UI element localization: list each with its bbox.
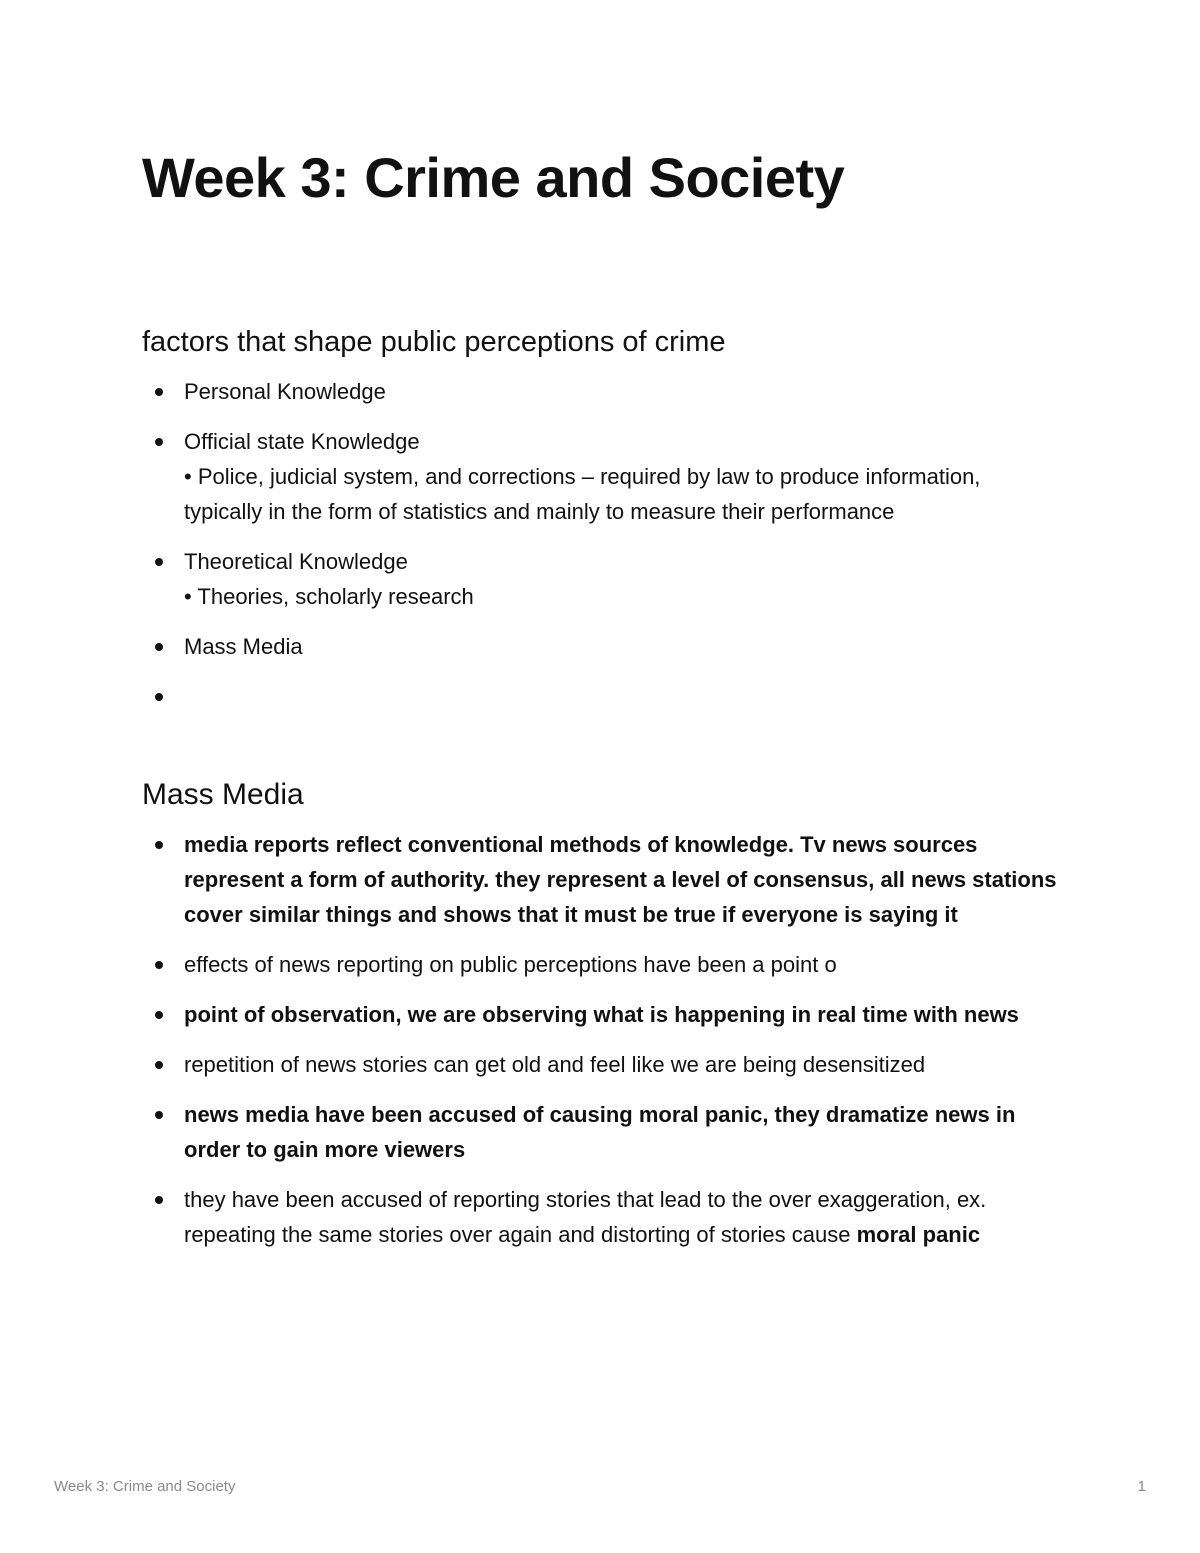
list-item-text: point of observation, we are observing what is happening in real time with news (184, 1002, 1019, 1027)
list-item-text: Theoretical Knowledge (184, 549, 408, 574)
page-title: Week 3: Crime and Society (142, 146, 845, 209)
bullet-list (142, 374, 1062, 714)
list-item-text: news media have been accused of causing moral panic, they dramatize news in order to gain more viewers (184, 1102, 1016, 1162)
bullet-list (142, 827, 1062, 1252)
section-mass-media (142, 775, 1062, 1267)
footer-page-number: 1 (1137, 1478, 1146, 1495)
list-item (142, 1047, 1062, 1082)
list-item-text: repetition of news stories can get old and feel like we are being desensitized (184, 1052, 926, 1077)
section-heading: Mass Media (142, 778, 304, 811)
list-item-bold-text: moral panic (856, 1222, 981, 1247)
section-perception-factors (142, 322, 1062, 729)
section-heading: factors that shape public perceptions of crime (142, 326, 726, 358)
list-item-subtext: • Police, judicial system, and corrections – required by law to produce information, typically in the form of statistics and mainly to measure their performance (184, 464, 981, 524)
list-item (142, 374, 1062, 409)
list-item (142, 1097, 1062, 1167)
list-item (142, 1182, 1062, 1252)
list-item-text: Personal Knowledge (184, 379, 386, 404)
list-item (142, 827, 1062, 932)
list-item (142, 424, 1062, 529)
empty-list-item (142, 679, 1062, 714)
list-item-subtext: • Theories, scholarly research (184, 584, 474, 609)
list-item-text: effects of news reporting on public perceptions have been a point o (184, 952, 837, 977)
list-item-text: they have been accused of reporting stories that lead to the over exaggeration, ex. repeating the same stories over again and distorting of stories cause (184, 1187, 987, 1247)
list-item (142, 997, 1062, 1032)
list-item-text: media reports reflect conventional methods of knowledge. Tv news sources represent a form of authority. they represent a level of consensus, all news stations cover similar things and shows that it must be true if everyone is saying it (184, 832, 1057, 927)
list-item-text: Mass Media (184, 634, 303, 659)
footer-title: Week 3: Crime and Society (54, 1478, 236, 1495)
list-item (142, 629, 1062, 664)
list-item-text: Official state Knowledge (184, 429, 420, 454)
list-item (142, 544, 1062, 614)
list-item (142, 947, 1062, 982)
